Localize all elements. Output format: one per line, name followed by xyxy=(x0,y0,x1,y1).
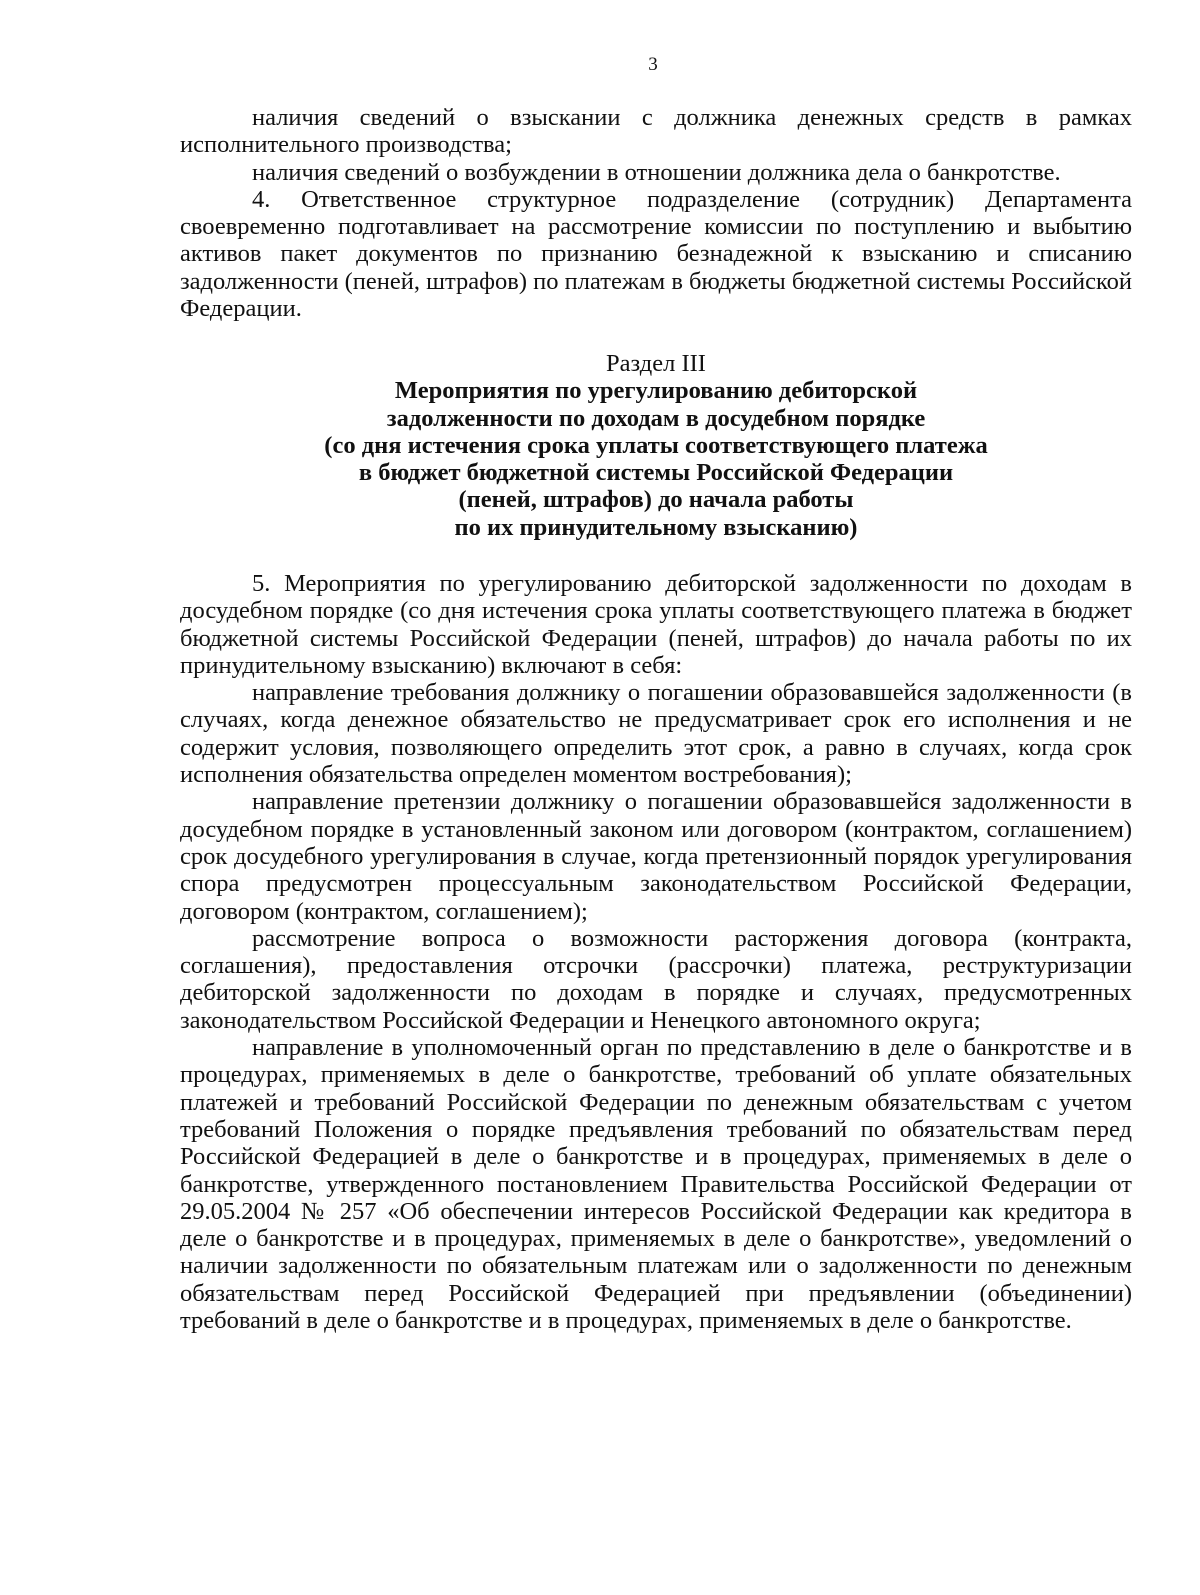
intro-paragraphs xyxy=(180,104,1132,322)
section-title xyxy=(180,377,1132,541)
section-heading xyxy=(180,350,1132,541)
section-body xyxy=(180,570,1132,1334)
paragraph: направление претензии должнику о погашении образовавшейся задолженности в досудебном порядке в установленный законом или договором (контрактом, соглашением) срок досудебного урегулирования в случае, когда претензионный порядок урегулирования спора предусмотрен процессуальным законодательством Российской Федерации, договором (контрактом, соглашением); xyxy=(180,788,1132,925)
section-label: Раздел III xyxy=(606,350,706,377)
paragraph: направление требования должнику о погашении образовавшейся задолженности (в случаях, когда денежное обязательство не предусматривает срок его исполнения и не содержит условия, позволяющего определить этот срок, а равно в случаях, когда срок исполнения обязательства определен моментом востребования); xyxy=(180,679,1132,789)
paragraph: 5. Мероприятия по урегулированию дебиторской задолженности по доходам в досудебном порядке (со дня истечения срока уплаты соответствующего платежа в бюджет бюджетной системы Российской Федерации (пеней, штрафов) до начала работы по их принудительному взысканию) включают в себя: xyxy=(180,570,1132,679)
paragraph: 4. Ответственное структурное подразделение (сотрудник) Департамента своевременно подготавливает на рассмотрение комиссии по поступлению и выбытию активов пакет документов по признанию безнадежной к взысканию и списанию задолженности (пеней, штрафов) по платежам в бюджеты бюджетной системы Российской Федерации. xyxy=(180,185,1132,323)
section-title-line: (со дня истечения срока уплаты соответствующего платежа xyxy=(324,431,988,459)
section-title-line: (пеней, штрафов) до начала работы xyxy=(458,486,854,514)
section-title-line: Мероприятия по урегулированию дебиторской xyxy=(394,377,918,405)
paragraph: направление в уполномоченный орган по представлению в деле о банкротстве и в процедурах, применяемых в деле о банкротстве, требований об уплате обязательных платежей и требований Российской Федерации по денежным обязательствам с учетом требований Положения о порядке предъявления требований по обязательствам перед Российской Федерацией в деле о банкротстве и в процедурах, применяемых в деле о банкротстве, утвержденного постановлением Правительства Российской Федерации от 29.05.2004 № 257 «Об обеспечении интересов Российской Федерации как кредитора в деле о банкротстве и в процедурах, применяемых в деле о банкротстве», уведомлений о наличии задолженности по обязательным платежам или о задолженности по денежным обязательствам перед Российской Федерацией при предъявлении (объединении) требований в деле о банкротстве и в процедурах, применяемых в деле о банкротстве. xyxy=(180,1034,1132,1335)
paragraph: рассмотрение вопроса о возможности расторжения договора (контракта, соглашения), предоставления отсрочки (рассрочки) платежа, реструктуризации дебиторской задолженности по доходам в порядке и случаях, предусмотренных законодательством Российской Федерации и Ненецкого автономного округа; xyxy=(180,924,1132,1034)
section-title-line: по их принудительному взысканию) xyxy=(454,513,858,541)
section-title-line: в бюджет бюджетной системы Российской Федерации xyxy=(358,459,954,487)
paragraph: наличия сведений о взыскании с должника денежных средств в рамках исполнительного производства; xyxy=(180,104,1132,159)
page-number: 3 xyxy=(648,54,658,75)
paragraph: наличия сведений о возбуждении в отношении должника дела о банкротстве. xyxy=(252,158,1061,186)
section-title-line: задолженности по доходам в досудебном порядке xyxy=(386,404,926,432)
